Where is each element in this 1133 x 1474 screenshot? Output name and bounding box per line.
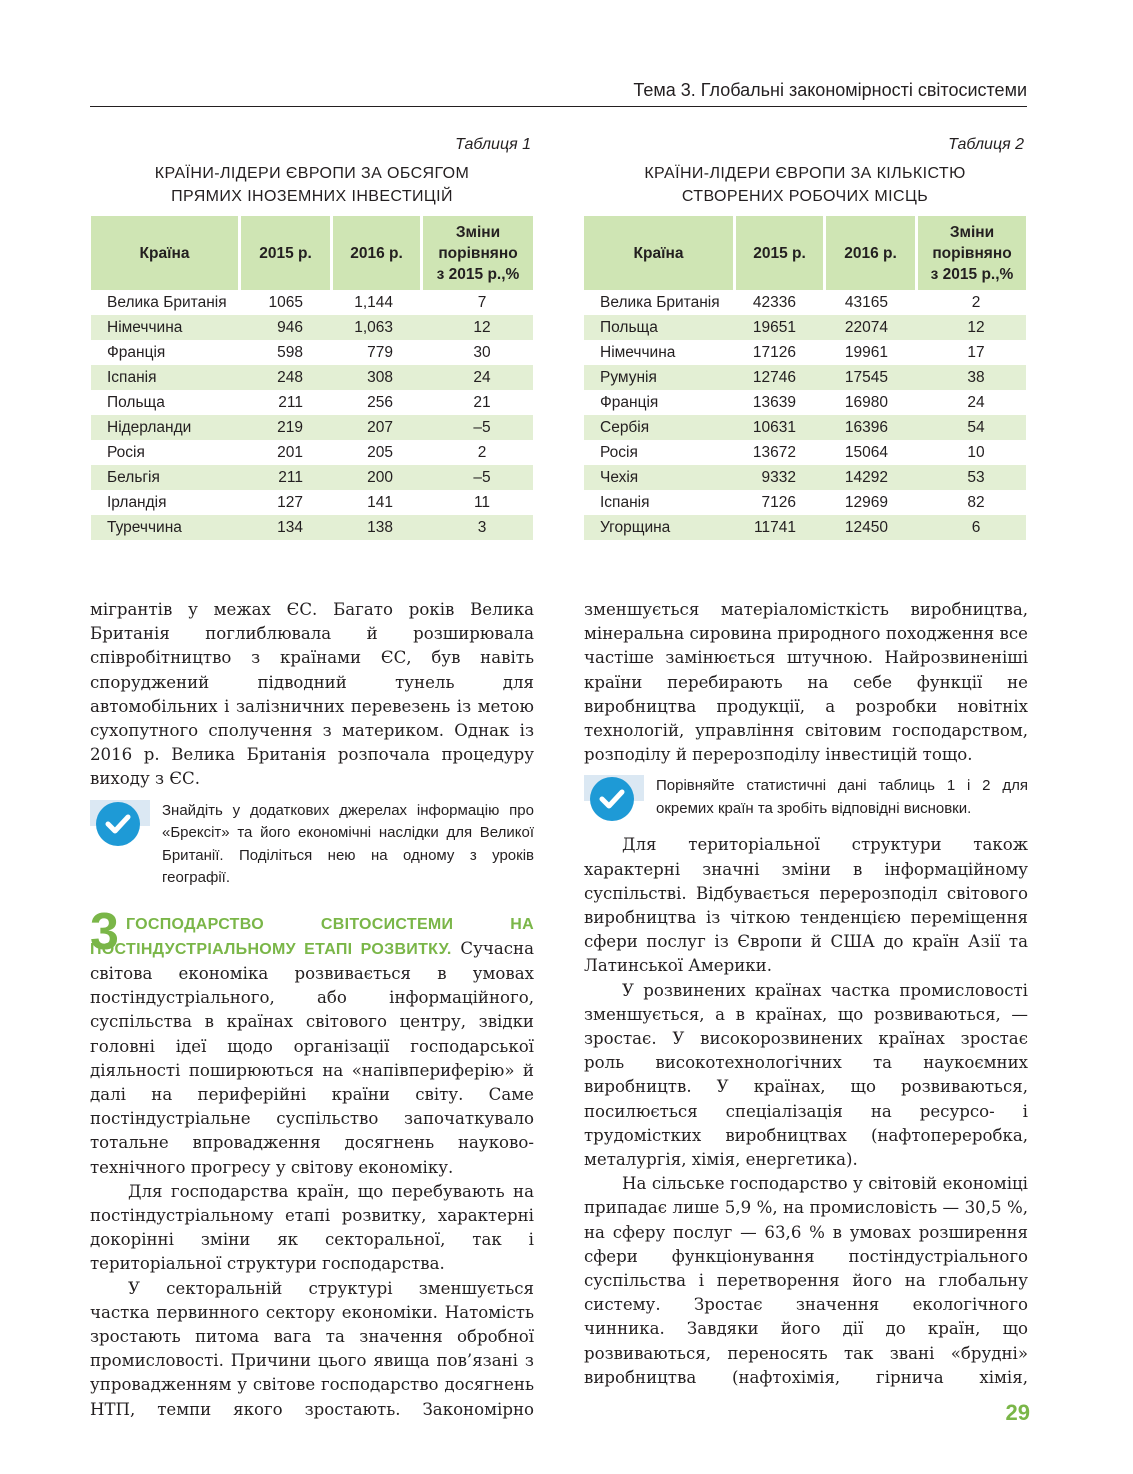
cell-2016: 138: [333, 515, 423, 540]
section-3: [90, 902, 534, 1180]
table-row: [584, 390, 1026, 415]
table-2-block: [584, 136, 1026, 540]
task-box: [90, 800, 534, 890]
cell-2016: 205: [367, 443, 393, 461]
cell-2015: 10631: [736, 415, 826, 440]
table-row: [584, 340, 1026, 365]
table-row: [91, 415, 533, 440]
cell-change: 10: [967, 443, 985, 461]
cell-country: Німеччина: [600, 343, 676, 361]
cell-change: 38: [918, 365, 1026, 390]
table-1-header-row: [91, 216, 533, 290]
cell-2015: 946: [241, 315, 333, 340]
section-number: 3: [90, 902, 119, 961]
cell-2015: 211: [241, 465, 333, 490]
paragraph: зменшується матеріаломісткість виробництва, мінеральна сировина природного походження все частіше замінюється штучною. Найрозвиненіші країни перебирають на себе функції не виробництва продукції, а розробки новітніх технологій, управління світовим господарством, розподілу й перерозподілу інвестицій тощо.: [584, 600, 1028, 765]
cell-country: Сербія: [584, 415, 736, 440]
task-badge: [90, 800, 150, 848]
table-row: [91, 490, 533, 515]
cell-2016: 12450: [826, 515, 918, 540]
cell-2015: 9332: [736, 465, 826, 490]
table-1-title-line2: ПРЯМИХ ІНОЗЕМНИХ ІНВЕСТИЦІЙ: [171, 188, 453, 205]
cell-2015: 19651: [736, 315, 826, 340]
cell-2015: 201: [277, 443, 303, 461]
cell-country: Росія: [600, 443, 638, 461]
table-row: [584, 415, 1026, 440]
col-header-country: Країна: [584, 216, 736, 290]
cell-country: Росія: [107, 443, 145, 461]
cell-2015: 7126: [761, 493, 796, 511]
table-2-title-line1: КРАЇНИ-ЛІДЕРИ ЄВРОПИ ЗА КІЛЬКІСТЮ: [644, 165, 966, 182]
cell-country: Туреччина: [91, 515, 241, 540]
table-1-title: [91, 162, 533, 208]
paragraph: мігрантів у межах ЄС. Багато років Велика Британія поглиблювала й розширювала співробітництво з країнами ЄС, був навіть споруджений підводний тунель для автомобільних і залізничних перевезень із метою сухопутного сполучення з материком. Однак із 2016 р. Велика Британія розпочала процедуру виходу з ЄС.: [90, 600, 534, 789]
cell-change: 12: [423, 315, 533, 340]
cell-country: Іспанія: [91, 365, 241, 390]
cell-2015: 219: [241, 415, 333, 440]
cell-change: 6: [918, 515, 1026, 540]
cell-change: –5: [423, 465, 533, 490]
cell-2016: 12969: [844, 493, 888, 511]
cell-country: Велика Британія: [107, 293, 227, 311]
section-text: Сучасна світова економіка розвивається в умовах постіндустріального, або інформаційного, суспільства в країнах світового центру, звідки головні ідеї щодо організації господарської діяльності поширюються на «напівпериферію» й далі на периферійні країни світу. Саме постіндустріальне суспільство започаткувало тотальне впровадження досягнень науково-технічного прогресу у світову економіку.: [90, 938, 534, 1177]
cell-2015: 11741: [736, 515, 826, 540]
col-header-change-l1: Зміни: [949, 223, 995, 241]
cell-country: Чехія: [584, 465, 736, 490]
cell-2015: 248: [241, 365, 333, 390]
cell-2016: 141: [367, 493, 393, 511]
table-row: [584, 515, 1026, 540]
table-row: [91, 340, 533, 365]
col-header-2016: 2016 р.: [826, 216, 918, 290]
col-header-change-l2: порівняно: [438, 244, 518, 262]
col-header-country: Країна: [91, 216, 241, 290]
cell-change: 24: [423, 365, 533, 390]
cell-2016: 15064: [844, 443, 888, 461]
col-header-change-l2: порівняно: [932, 244, 1012, 262]
cell-country: Нідерланди: [91, 415, 241, 440]
cell-country: Угорщина: [584, 515, 736, 540]
cell-2015: 42336: [752, 293, 796, 311]
cell-country: Бельгія: [91, 465, 241, 490]
cell-change: 21: [473, 393, 491, 411]
right-column: [584, 598, 1028, 1390]
cell-country: Румунія: [584, 365, 736, 390]
cell-2016: 43165: [844, 293, 888, 311]
cell-2016: 308: [333, 365, 423, 390]
cell-2016: 16396: [826, 415, 918, 440]
cell-2015: 211: [278, 393, 303, 411]
table-row: [584, 365, 1026, 390]
table-row: [584, 440, 1026, 465]
cell-2016: 17545: [826, 365, 918, 390]
running-header: Тема 3. Глобальні закономірності світосистеми: [633, 80, 1027, 100]
cell-2016: 256: [367, 393, 393, 411]
header-rule: [90, 106, 1027, 107]
cell-2016: 19961: [844, 343, 888, 361]
cell-change: 3: [423, 515, 533, 540]
table-2-title: [584, 162, 1026, 208]
cell-change: 2: [971, 293, 981, 311]
page-number: 29: [1005, 1400, 1030, 1425]
cell-2015: 134: [241, 515, 333, 540]
table-2: [584, 216, 1026, 540]
table-2-header-row: [584, 216, 1026, 290]
cell-change: 82: [967, 493, 985, 511]
cell-change: –5: [423, 415, 533, 440]
cell-country: Велика Британія: [600, 293, 720, 311]
col-header-change-l3: з 2015 р.,%: [436, 265, 520, 283]
table-row: [91, 390, 533, 415]
col-header-change: [423, 216, 533, 290]
col-header-change-l3: з 2015 р.,%: [930, 265, 1014, 283]
cell-change: 12: [918, 315, 1026, 340]
cell-change: 24: [967, 393, 985, 411]
table-2-caption: Таблиця 2: [948, 136, 1024, 153]
cell-2016: 779: [367, 343, 393, 361]
table-row: [91, 315, 533, 340]
cell-2015: 12746: [736, 365, 826, 390]
cell-2015: 1065: [268, 293, 303, 311]
cell-country: Ірландія: [107, 493, 167, 511]
col-header-change: [918, 216, 1026, 290]
table-row: [91, 440, 533, 465]
table-1-title-line1: КРАЇНИ-ЛІДЕРИ ЄВРОПИ ЗА ОБСЯГОМ: [154, 165, 470, 182]
table-row: [584, 490, 1026, 515]
cell-country: Іспанія: [600, 493, 650, 511]
cell-2016: 16980: [844, 393, 888, 411]
table-row: [91, 515, 533, 540]
left-column: [90, 598, 534, 1422]
cell-2016: 200: [333, 465, 423, 490]
table-row: [91, 365, 533, 390]
col-header-2016: 2016 р.: [333, 216, 423, 290]
checkmark-icon: [590, 777, 634, 821]
cell-2016: 207: [333, 415, 423, 440]
cell-2015: 13672: [752, 443, 796, 461]
cell-country: Франція: [600, 393, 659, 411]
cell-country: Франція: [107, 343, 166, 361]
col-header-2015: 2015 р.: [736, 216, 826, 290]
table-1-caption: Таблиця 1: [455, 136, 531, 153]
table-1-body: [91, 290, 533, 540]
section-paragraph: [90, 912, 534, 1180]
col-header-2015: 2015 р.: [241, 216, 333, 290]
cell-2016: 22074: [826, 315, 918, 340]
cell-change: 11: [473, 493, 491, 511]
table-row: [584, 465, 1026, 490]
cell-2015: 127: [277, 493, 303, 511]
cell-country: Польща: [584, 315, 736, 340]
table-row: [584, 315, 1026, 340]
cell-2015: 17126: [752, 343, 796, 361]
task-text: Знайдіть у додаткових джерелах інформацію про «Брексіт» та його економічні наслідки для Великої Британії. Поділіться нею на одному з уроків географії.: [162, 801, 534, 887]
task-text: Порівняйте статистичні дані таблиць 1 і 2 для окремих країн та зробіть відповідні висновки.: [656, 777, 1028, 817]
paragraph: Для господарства країн, що перебувають на постіндустріальному етапі розвитку, характерні докорінні зміни як секторальної, так і територіальної структури господарства.: [90, 1181, 534, 1274]
table-row: [584, 290, 1026, 315]
paragraph: У розвинених країнах частка промисловості зменшується, а в країнах, що розвиваються, — зростає. У високорозвинених країнах зростає роль високотехнологічних та наукоємних виробництв. У країнах, що розвиваються, посилюється спеціалізація на ресурсо- і трудомістких виробництвах (нафтопереробка, металургія, хімія, енергетика).: [584, 980, 1028, 1170]
cell-2016: 14292: [826, 465, 918, 490]
cell-change: 17: [967, 343, 985, 361]
table-row: [91, 290, 533, 315]
section-heading: ГОСПОДАРСТВО СВІТОСИСТЕМИ НА ПОСТІНДУСТРІАЛЬНОМУ ЕТАПІ РОЗВИТКУ.: [90, 915, 534, 958]
table-2-body: [584, 290, 1026, 540]
cell-change: 2: [477, 443, 487, 461]
cell-2015: 598: [277, 343, 303, 361]
task-badge: [584, 775, 644, 823]
checkmark-icon: [96, 802, 140, 846]
cell-country: Польща: [107, 393, 165, 411]
paragraph: На сільське господарство у світовій економіці припадає лише 5,9 %, на промисловість — 30,5 %, на сферу послуг — 63,6 % в умовах розширення сфери функціонування постіндустріального суспільства і перетворення його на глобальну систему. Зростає значення екологічного чинника. Завдяки його дії до країн, що розвиваються, переносять так звані «брудні» виробництва (нафтохімія, гірнича хімія,: [584, 1174, 1028, 1387]
cell-change: 53: [918, 465, 1026, 490]
table-1: [91, 216, 533, 540]
cell-2015: 13639: [752, 393, 796, 411]
cell-country: Німеччина: [91, 315, 241, 340]
table-1-block: [91, 136, 533, 540]
paragraph: У секторальній структурі зменшується частка первинного сектору економіки. Натомість зростають питома вага та значення обробної промисловості. Причини цього явища пов’язані з упровадженням у світове господарство досягнень НТП, темпи якого зростають. Закономірно: [90, 1278, 534, 1419]
cell-change: 54: [918, 415, 1026, 440]
cell-2016: 1,063: [333, 315, 423, 340]
cell-2016: 1,144: [354, 293, 393, 311]
cell-change: 30: [473, 343, 491, 361]
task-box: [584, 775, 1028, 823]
cell-change: 7: [477, 293, 487, 311]
col-header-change-l1: Зміни: [455, 223, 501, 241]
table-row: [91, 465, 533, 490]
table-2-title-line2: СТВОРЕНИХ РОБОЧИХ МІСЦЬ: [681, 188, 929, 205]
paragraph: Для територіальної структури також характерні значні зміни в інформаційному суспільстві. Відбувається перерозподіл світового виробництва із чіткою тенденцією переміщення сфери послуг із Європи й США до країн Азії та Латинської Америки.: [584, 835, 1028, 976]
